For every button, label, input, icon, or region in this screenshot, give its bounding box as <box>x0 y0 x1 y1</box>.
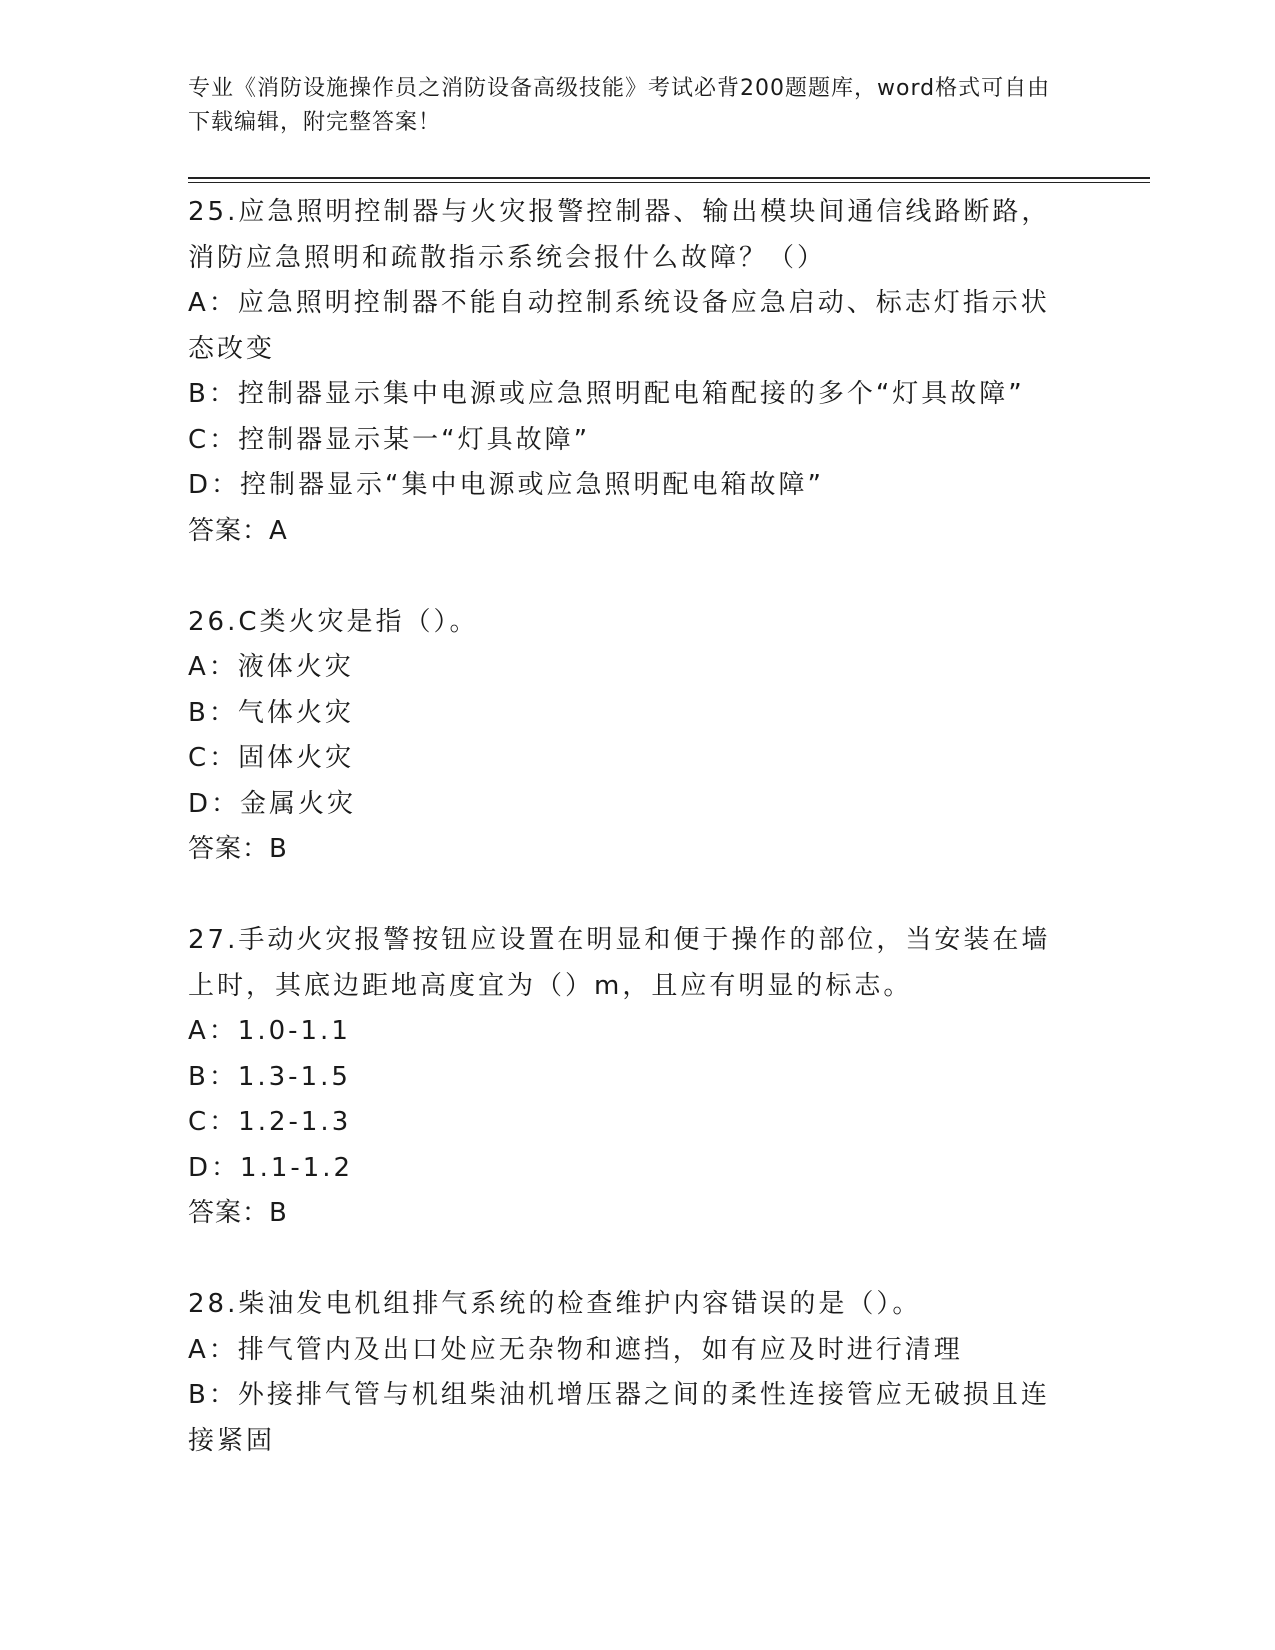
question-stem: 25.应急照明控制器与火灾报警控制器、输出模块间通信线路断路，消防应急照明和疏散指示系统会报什么故障？（） <box>188 197 1051 273</box>
option-d: D：1.1-1.2 <box>188 1152 354 1183</box>
header-divider-thin <box>188 182 1150 183</box>
option-c: C：固体火灾 <box>188 743 355 773</box>
option-a: A：排气管内及出口处应无杂物和遮挡，如有应及时进行清理 <box>188 1334 963 1365</box>
document-header: 专业《消防设施操作员之消防设备高级技能》考试必背200题题库，word格式可自由下载编辑，附完整答案！ <box>188 76 1051 135</box>
question-stem: 27.手动火灾报警按钮应设置在明显和便于操作的部位，当安装在墙上时，其底边距地高度宜为（）m，且应有明显的标志。 <box>188 925 1051 1001</box>
answer-line: 答案：A <box>188 515 288 546</box>
question-list <box>188 190 1068 1464</box>
question-stem: 28.柴油发电机组排气系统的检查维护内容错误的是（）。 <box>188 1289 922 1319</box>
option-d: D：金属火灾 <box>188 788 357 819</box>
option-d: D：控制器显示“集中电源或应急照明配电箱故障” <box>188 470 824 500</box>
question-27 <box>188 918 1068 1237</box>
question-stem: 26.C类火灾是指（）。 <box>188 606 479 637</box>
option-b: B：外接排气管与机组柴油机增压器之间的柔性连接管应无破损且连接紧固 <box>188 1380 1050 1456</box>
question-25 <box>188 190 1068 554</box>
option-b: B：控制器显示集中电源或应急照明配电箱配接的多个“灯具故障” <box>188 379 1025 409</box>
option-c: C：控制器显示某一“灯具故障” <box>188 424 591 455</box>
answer-line: 答案：B <box>188 1198 288 1228</box>
option-a: A：液体火灾 <box>188 652 354 682</box>
option-b: B：气体火灾 <box>188 697 354 728</box>
option-a: A：1.0-1.1 <box>188 1016 351 1046</box>
option-a: A：应急照明控制器不能自动控制系统设备应急启动、标志灯指示状态改变 <box>188 288 1050 364</box>
question-26 <box>188 600 1068 873</box>
header-divider-thick <box>188 177 1150 179</box>
option-b: B：1.3-1.5 <box>188 1061 351 1092</box>
question-28 <box>188 1282 1068 1464</box>
option-c: C：1.2-1.3 <box>188 1107 352 1137</box>
answer-line: 答案：B <box>188 834 288 864</box>
